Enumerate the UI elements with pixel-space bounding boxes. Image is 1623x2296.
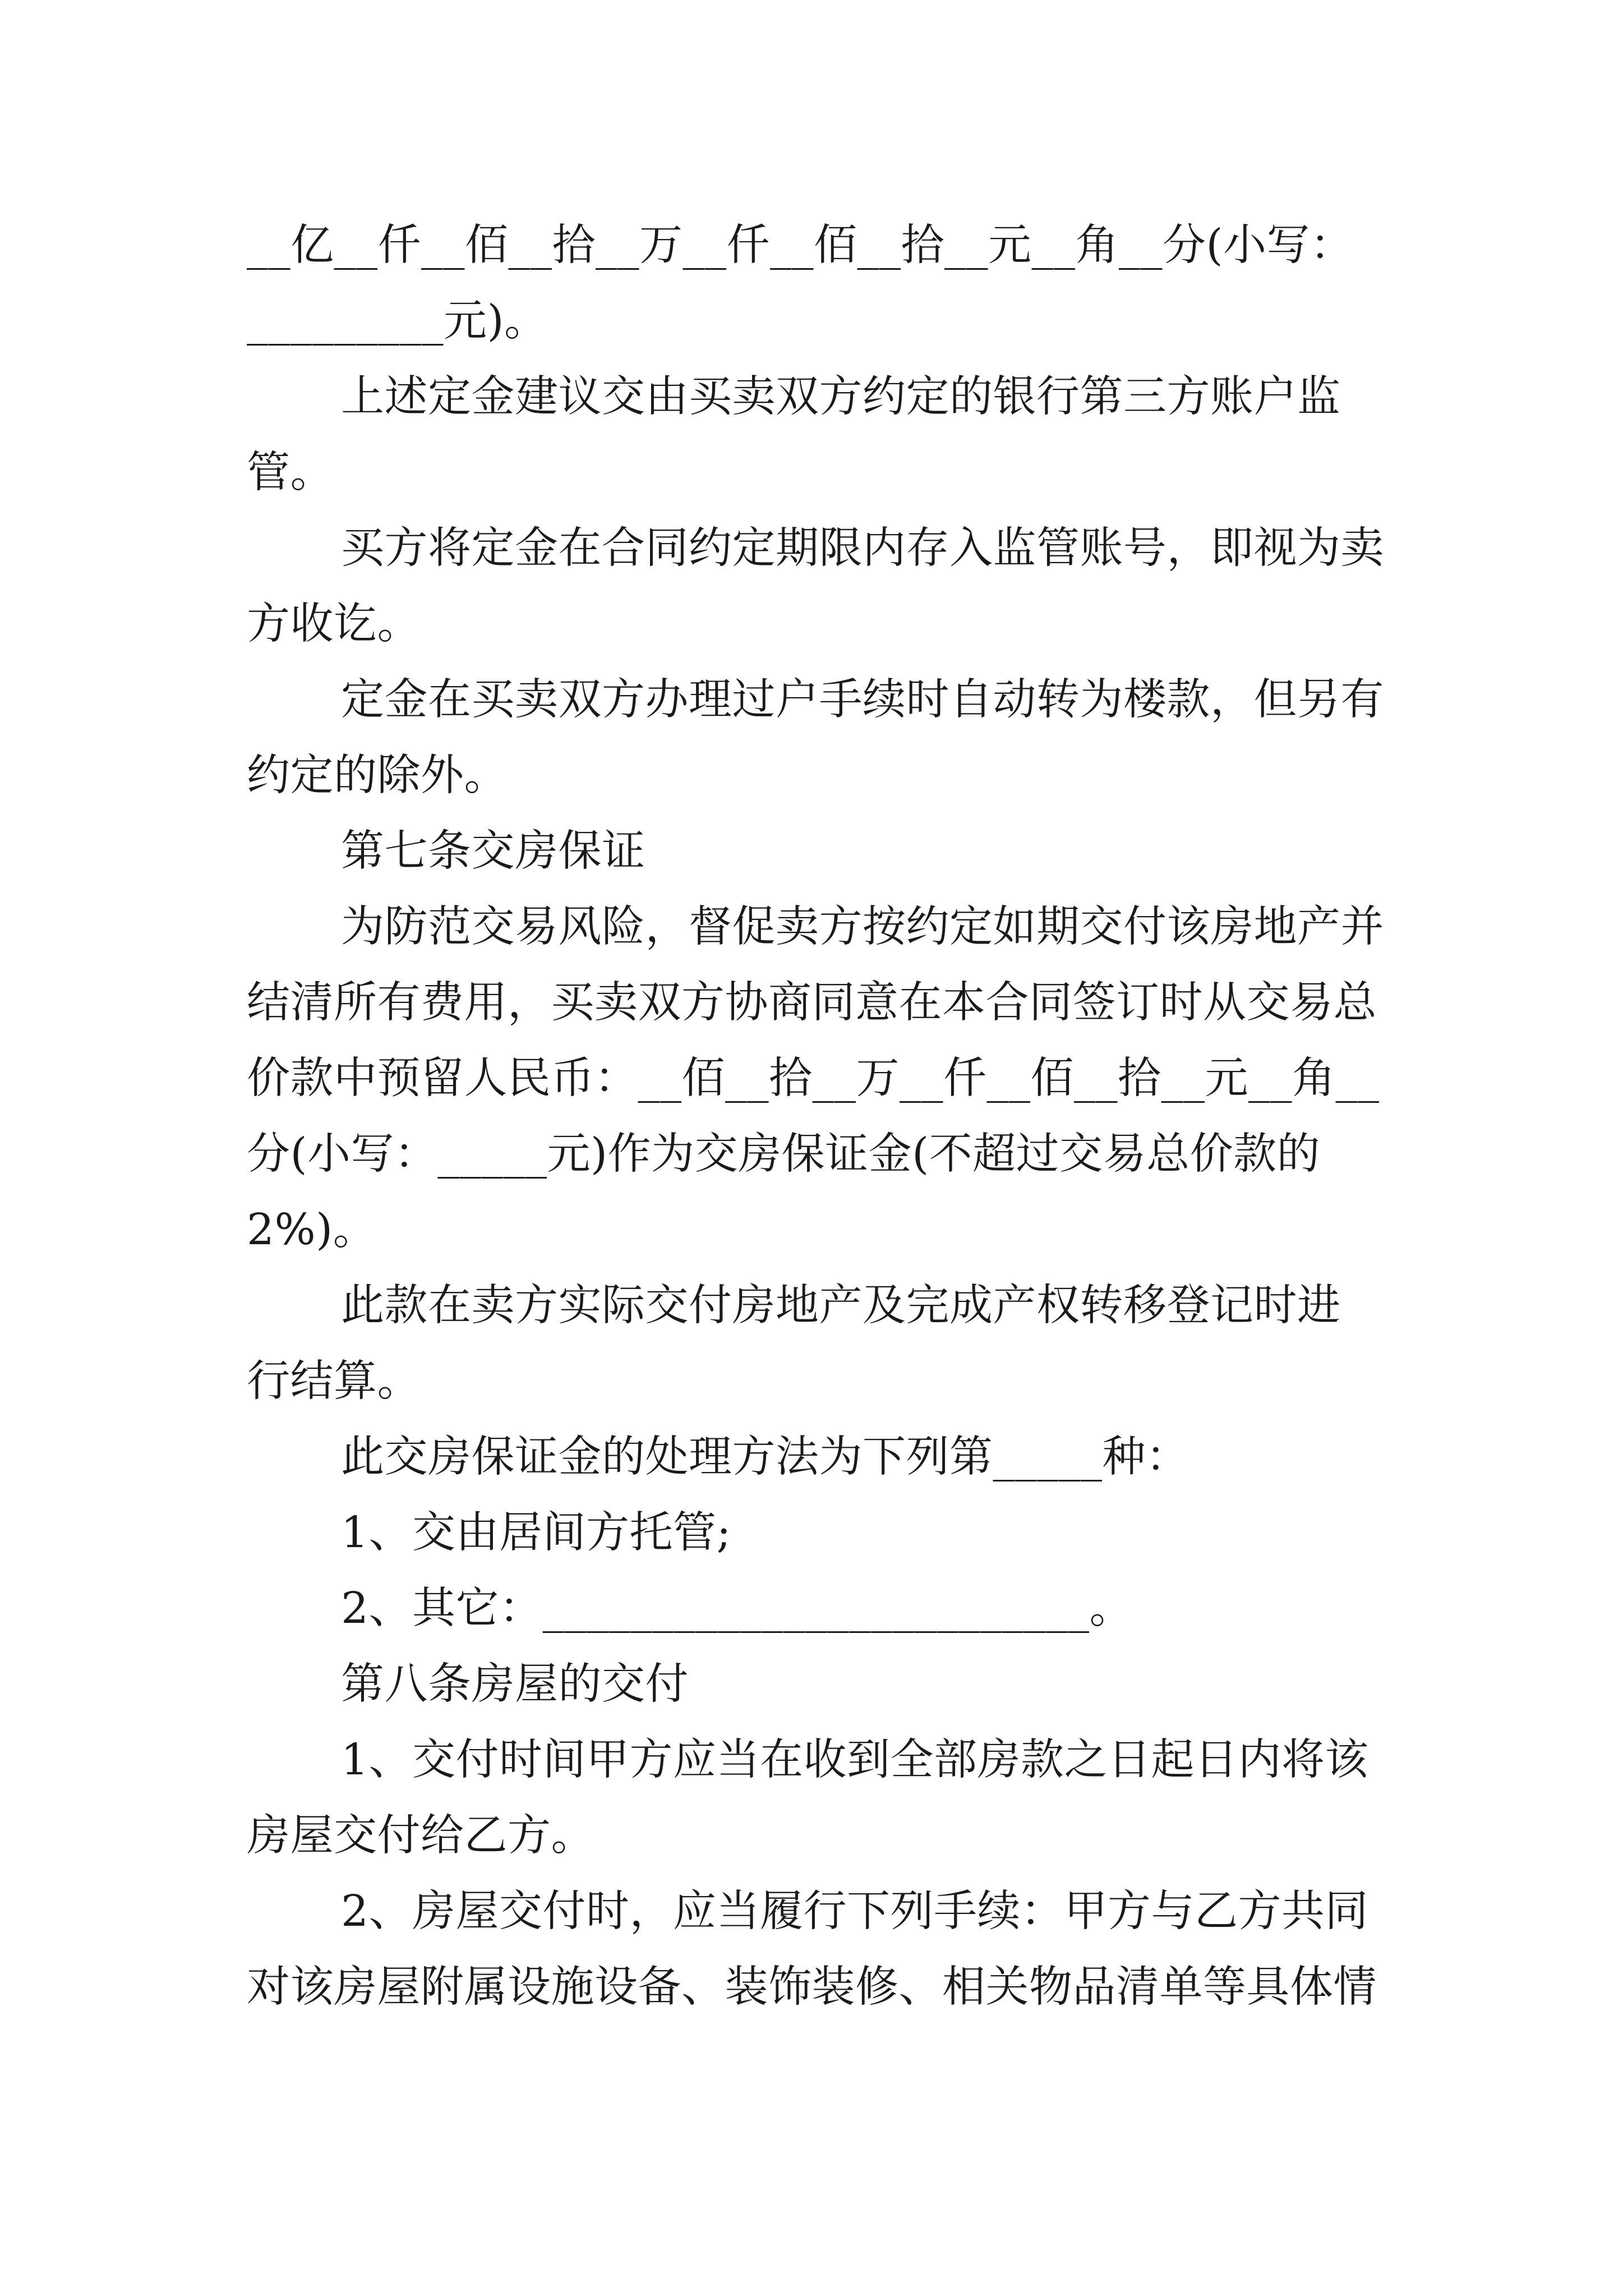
text-line: 2、房屋交付时，应当履行下列手续：甲方与乙方共同 xyxy=(341,1887,1368,1936)
text-line: 价款中预留人民币：__佰__拾__万__仟__佰__拾__元__角__ xyxy=(247,1053,1380,1103)
list-item: 2、其它：_________________________。 xyxy=(341,1584,1133,1634)
text-line: __亿__仟__佰__拾__万__仟__佰__拾__元__角__分(小写： xyxy=(247,220,1354,270)
text-line: 房屋交付给乙方。 xyxy=(247,1811,594,1861)
section-heading: 第八条房屋的交付 xyxy=(341,1659,689,1709)
text-line: 买方将定金在合同约定期限内存入监管账号，即视为卖 xyxy=(341,523,1384,573)
text-line: 管。 xyxy=(247,448,334,498)
list-item: 1、交由居间方托管; xyxy=(341,1508,731,1558)
text-line: 分(小写：_____元)作为交房保证金(不超过交易总价款的 xyxy=(247,1129,1321,1179)
text-line: 对该房屋附属设施设备、装饰装修、相关物品清单等具体情 xyxy=(247,1962,1377,2012)
text-line: 上述定金建议交由买卖双方约定的银行第三方账户监 xyxy=(341,372,1341,422)
text-line: 此款在卖方实际交付房地产及完成产权转移登记时进 xyxy=(341,1281,1341,1331)
text-line: 2%)。 xyxy=(247,1205,377,1255)
section-heading: 第七条交房保证 xyxy=(341,826,645,876)
text-line: 为防范交易风险，督促卖方按约定如期交付该房地产并 xyxy=(341,902,1384,952)
text-line: 结清所有费用，买卖双方协商同意在本合同签订时从交易总 xyxy=(247,978,1377,1028)
text-line: 定金在买卖双方办理过户手续时自动转为楼款，但另有 xyxy=(341,675,1384,725)
text-line: _________元)。 xyxy=(247,296,548,346)
text-line: 此交房保证金的处理方法为下列第_____种： xyxy=(341,1432,1189,1482)
text-line: 方收讫。 xyxy=(247,599,421,649)
text-line: 行结算。 xyxy=(247,1356,421,1406)
text-line: 约定的除外。 xyxy=(247,751,508,800)
text-line: 1、交付时间甲方应当在收到全部房款之日起日内将该 xyxy=(341,1735,1368,1785)
